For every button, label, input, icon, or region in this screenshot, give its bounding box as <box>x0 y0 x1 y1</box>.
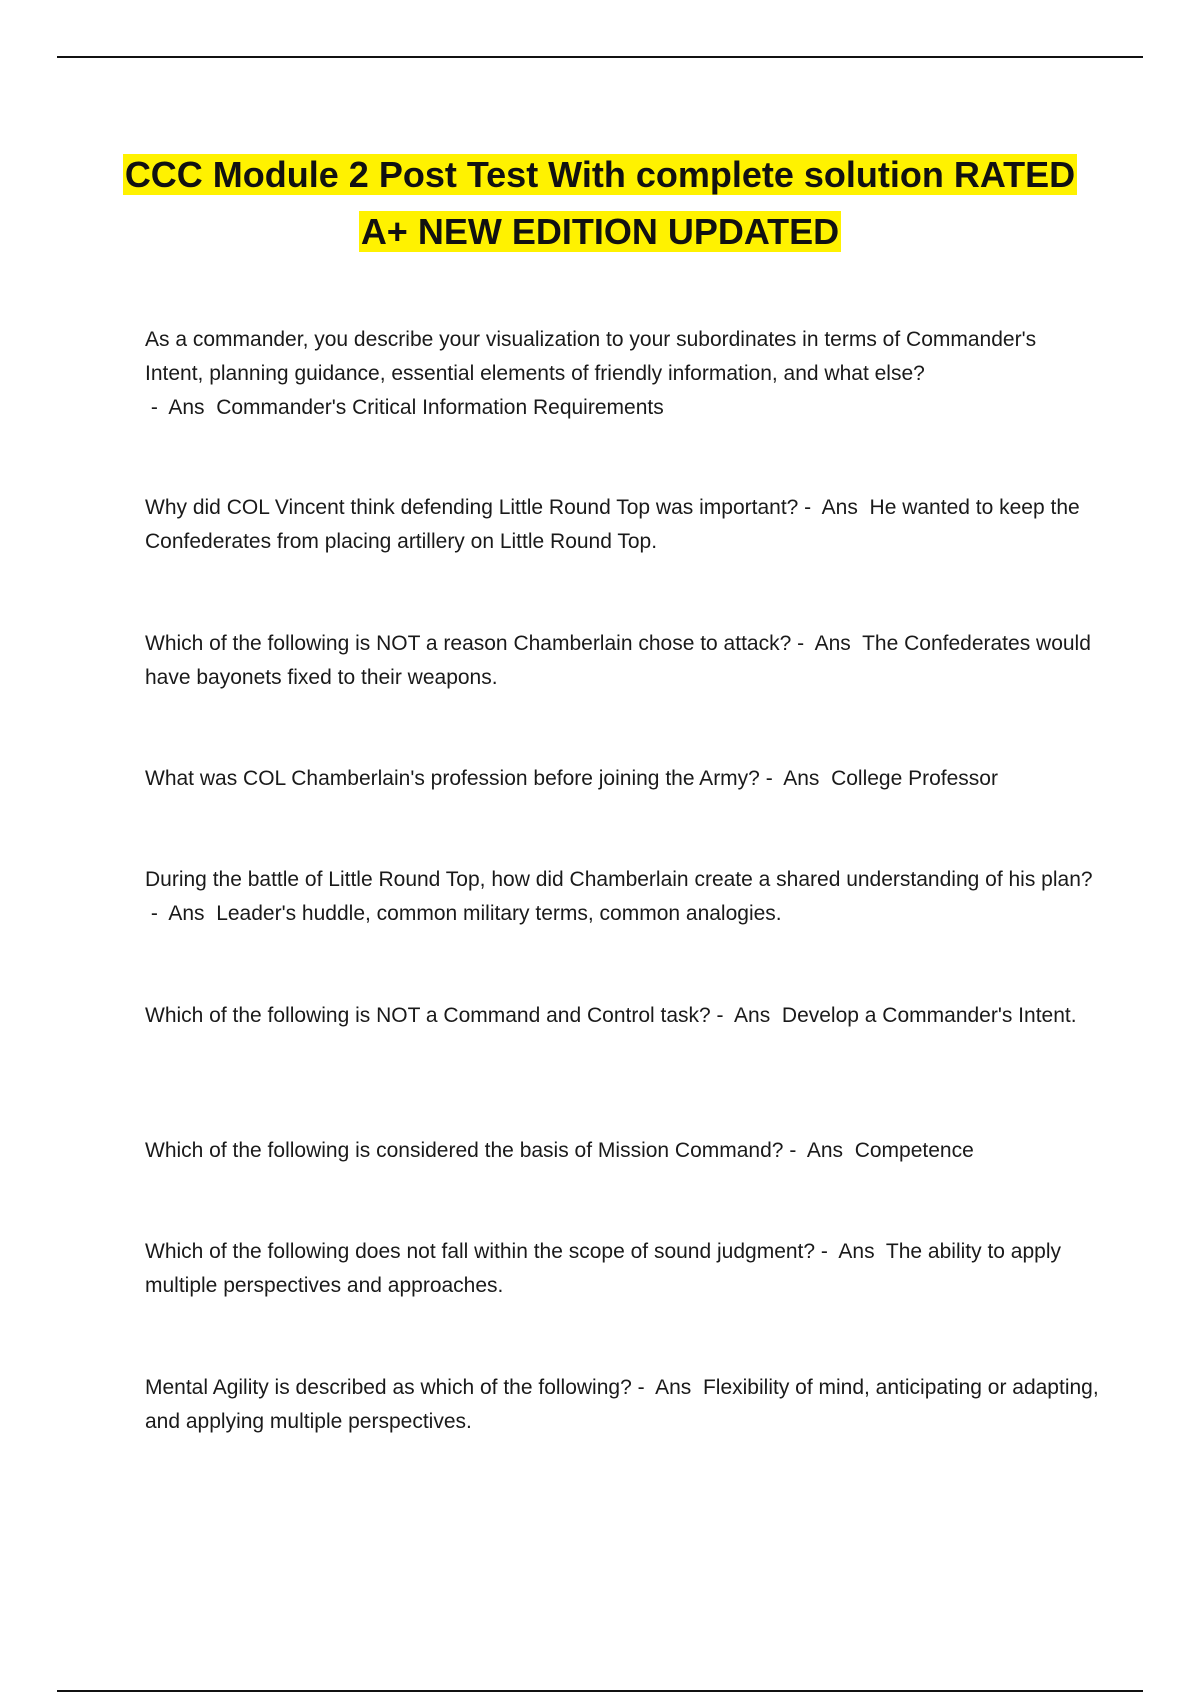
qa-item-6 <box>145 999 1100 1033</box>
bottom-rule <box>57 1690 1143 1692</box>
top-rule <box>57 56 1143 58</box>
answer-text: Leader's huddle, common military terms, common analogies. <box>216 902 782 925</box>
answer-text: The Confederates would have bayonets fixed to their weapons. <box>145 632 1091 689</box>
answer-text: Competence <box>854 1139 974 1162</box>
answer-separator: - Ans <box>710 1004 782 1027</box>
question-text: Which of the following is considered the basis of Mission Command? <box>145 1139 784 1162</box>
answer-text: Develop a Commander's Intent. <box>781 1004 1077 1027</box>
title-line-2: A+ NEW EDITION UPDATED <box>360 211 840 252</box>
answer-separator: - Ans <box>783 1139 855 1162</box>
question-text: As a commander, you describe your visualization to your subordinates in terms of Commander's Intent, planning guidance, essential elements of friendly information, and what else? <box>145 328 1037 385</box>
answer-text: Flexibility of mind, anticipating or adapting, and applying multiple perspectives. <box>145 1376 1099 1433</box>
answer-text: The ability to apply multiple perspectives and approaches. <box>145 1240 1062 1297</box>
qa-item-7 <box>145 1134 1100 1168</box>
answer-separator: - Ans <box>791 632 863 655</box>
question-text: Which of the following is NOT a reason Chamberlain chose to attack? <box>145 632 792 655</box>
answer-separator: - Ans <box>631 1376 703 1399</box>
answer-separator: - Ans <box>145 902 217 925</box>
document-title <box>60 146 1140 260</box>
question-text: Which of the following does not fall within the scope of sound judgment? <box>145 1240 816 1263</box>
answer-separator: - Ans <box>798 496 870 519</box>
qa-item-5 <box>145 863 1100 931</box>
question-text: Which of the following is NOT a Command and Control task? <box>145 1004 711 1027</box>
answer-separator: - Ans <box>815 1240 886 1263</box>
qa-item-9 <box>145 1371 1100 1439</box>
qa-item-3 <box>145 627 1100 695</box>
qa-item-1 <box>145 323 1100 425</box>
answer-separator: - Ans <box>759 767 832 790</box>
question-text: What was COL Chamberlain's profession before joining the Army? <box>145 767 760 790</box>
qa-item-4 <box>145 762 1100 796</box>
question-text: Why did COL Vincent think defending Little Round Top was important? <box>145 496 799 519</box>
question-text: Mental Agility is described as which of the following? <box>145 1376 632 1399</box>
answer-text: College Professor <box>831 767 998 790</box>
answer-separator: - Ans <box>145 396 217 419</box>
qa-item-8 <box>145 1235 1100 1303</box>
answer-text: He wanted to keep the Confederates from placing artillery on Little Round Top. <box>145 496 1080 553</box>
title-line-1: CCC Module 2 Post Test With complete solution RATED <box>124 154 1076 195</box>
qa-item-2 <box>145 491 1100 559</box>
answer-text: Commander's Critical Information Requirements <box>216 396 664 419</box>
question-text: During the battle of Little Round Top, how did Chamberlain create a shared understanding of his plan? <box>145 868 1093 891</box>
